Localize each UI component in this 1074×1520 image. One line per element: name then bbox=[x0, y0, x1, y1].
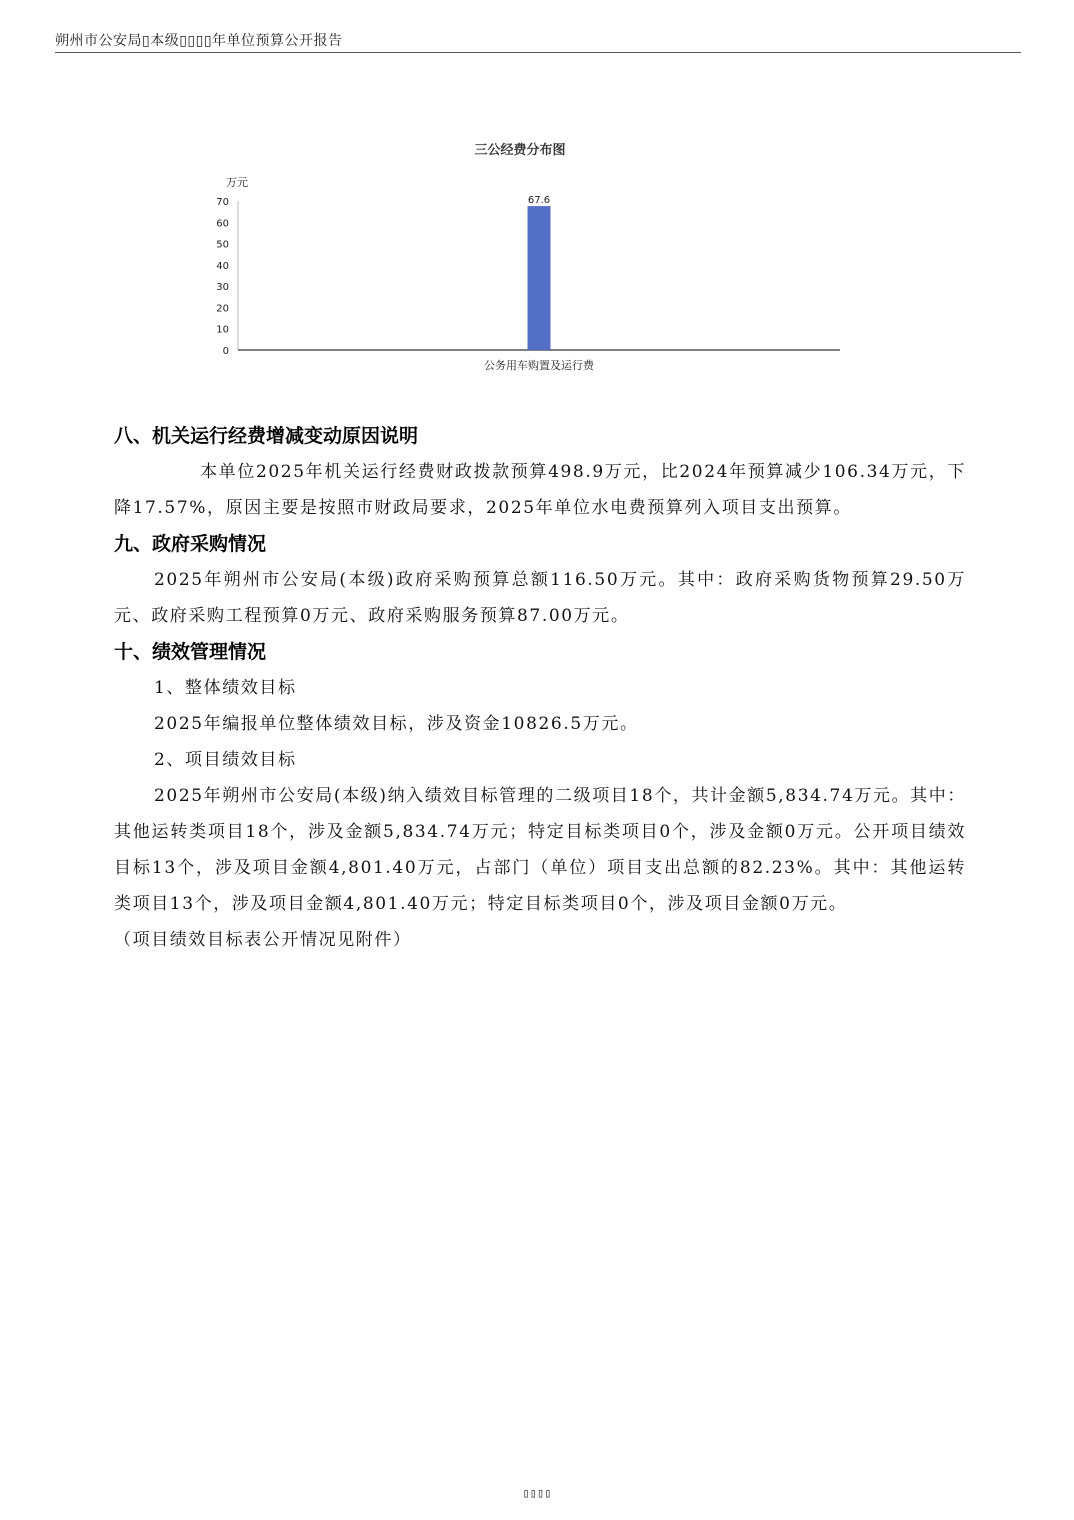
page-number: ▯▯▯▯ bbox=[522, 1486, 552, 1500]
y-axis-unit-label: 万元 bbox=[226, 176, 248, 189]
section-8-paragraph: 本单位2025年机关运行经费财政拨款预算498.9万元，比2024年预算减少106.34万元，下降17.57%，原因主要是按照市财政局要求，2025年单位水电费预算列入项目支出预算。 bbox=[114, 462, 966, 518]
x-category-label: 公务用车购置及运行费 bbox=[484, 359, 594, 372]
y-tick-label: 40 bbox=[216, 260, 229, 272]
section-9-heading: 九、政府采购情况 bbox=[114, 533, 267, 555]
bar bbox=[528, 206, 551, 350]
section-10-attachment-note: （项目绩效目标表公开情况见附件） bbox=[114, 930, 412, 950]
y-tick-label: 30 bbox=[216, 282, 229, 294]
y-tick-label: 50 bbox=[216, 239, 229, 251]
header-divider bbox=[55, 52, 1021, 53]
y-tick-label: 0 bbox=[222, 346, 229, 357]
y-tick-label: 10 bbox=[216, 324, 229, 336]
page-header-title: 朔州市公安局▯本级▯▯▯▯年单位预算公开报告 bbox=[55, 33, 343, 49]
section-10-paragraph-project: 2025年朔州市公安局(本级)纳入绩效目标管理的二级项目18个，共计金额5,834.74万元。其中：其他运转类项目18个，涉及金额5,834.74万元；特定目标类项目0个，涉及金额0万元。公开项目绩效目标13个，涉及项目金额4,801.40万元，占部门（单位）项目支出总额的82.23%。其中：其他运转类项目13个，涉及项目金额4,801.40万元；特定目标类项目0个，涉及项目金额0万元。 bbox=[114, 786, 966, 914]
y-tick-label: 70 bbox=[216, 197, 229, 208]
bar-data-label: 67.6 bbox=[527, 195, 551, 207]
section-9-paragraph: 2025年朔州市公安局(本级)政府采购预算总额116.50万元。其中：政府采购货物预算29.50万元、政府采购工程预算0万元、政府采购服务预算87.00万元。 bbox=[114, 570, 966, 626]
y-tick-label: 60 bbox=[216, 218, 229, 230]
section-8-heading: 八、机关运行经费增减变动原因说明 bbox=[114, 425, 419, 447]
section-10-paragraph-overall: 2025年编报单位整体绩效目标，涉及资金10826.5万元。 bbox=[154, 714, 639, 734]
bar-chart-svg bbox=[160, 130, 880, 380]
section-10-subheading-overall: 1、整体绩效目标 bbox=[154, 678, 297, 698]
y-tick-label: 20 bbox=[216, 303, 229, 315]
section-10-heading: 十、绩效管理情况 bbox=[114, 641, 267, 663]
chart-title: 三公经费分布图 bbox=[474, 143, 566, 158]
three-public-expenses-chart bbox=[160, 130, 880, 380]
section-10-subheading-project: 2、项目绩效目标 bbox=[154, 750, 297, 770]
report-body bbox=[114, 418, 966, 958]
